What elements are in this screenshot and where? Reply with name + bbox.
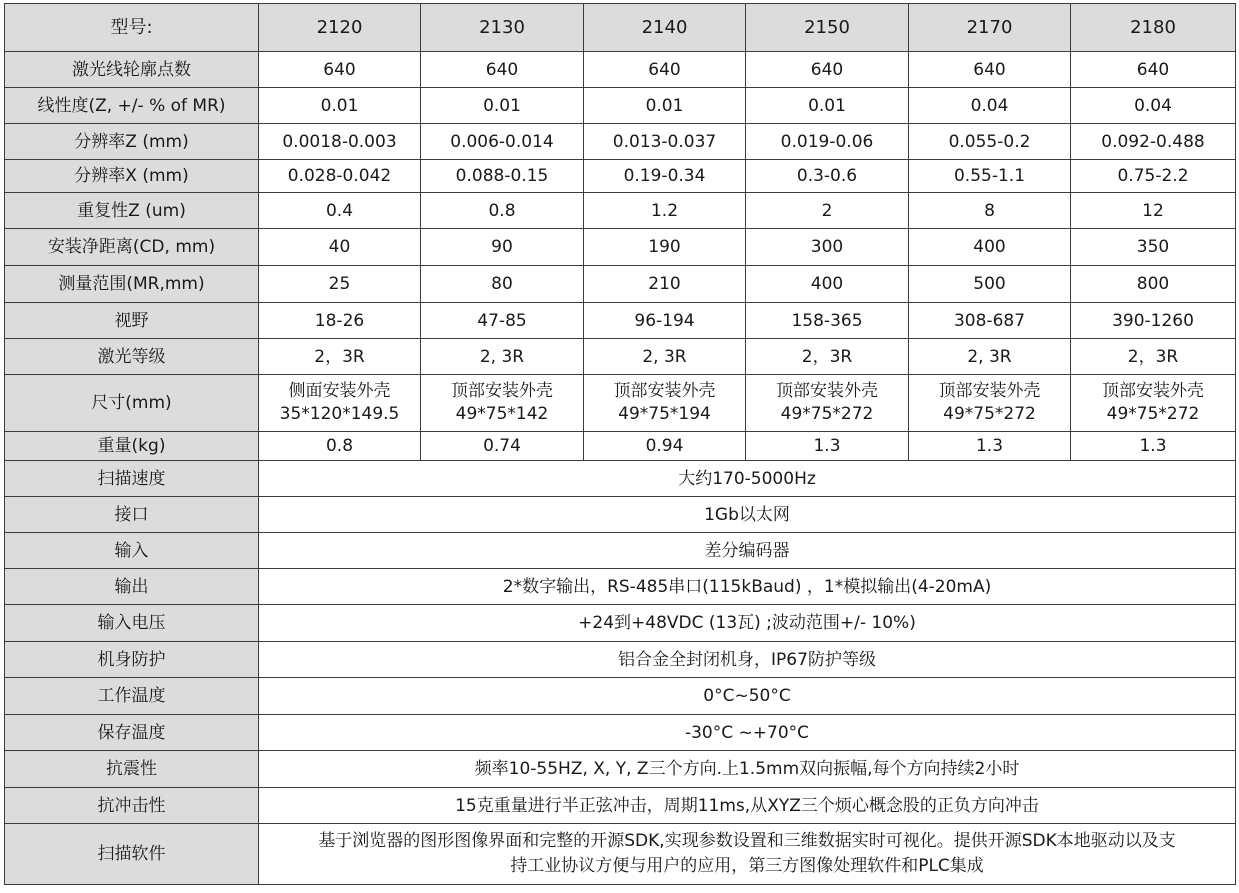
value-cell: 0.75-2.2 <box>1071 160 1236 193</box>
value-cell: 0.019-0.06 <box>746 124 909 160</box>
spec-row-interface <box>5 497 1236 533</box>
row-label: 尺寸(mm) <box>5 375 259 432</box>
value-cell: 1.3 <box>1071 432 1236 461</box>
value-cell: 0.01 <box>421 88 584 124</box>
value-cell: 350 <box>1071 229 1236 266</box>
model-cell: 2180 <box>1071 4 1236 52</box>
value-cell: 0.55-1.1 <box>909 160 1071 193</box>
value-cell: 0.8 <box>259 432 421 461</box>
spec-row-shock-resistance <box>5 788 1236 824</box>
value-cell <box>909 375 1071 432</box>
spec-row-operating-temperature <box>5 678 1236 715</box>
row-label: 激光等级 <box>5 339 259 375</box>
value-cell: 96-194 <box>584 303 746 339</box>
housing-type: 顶部安装外壳 <box>1102 381 1204 401</box>
value-cell: 0.0018-0.003 <box>259 124 421 160</box>
shared-value-cell: 铝合金全封闭机身，IP67防护等级 <box>259 642 1236 678</box>
spec-row-resolution-x <box>5 160 1236 193</box>
value-cell: 158-365 <box>746 303 909 339</box>
value-cell: 0.006-0.014 <box>421 124 584 160</box>
value-cell: 0.74 <box>421 432 584 461</box>
value-cell: 0.19-0.34 <box>584 160 746 193</box>
value-cell: 0.01 <box>259 88 421 124</box>
model-cell: 2150 <box>746 4 909 52</box>
value-cell: 800 <box>1071 266 1236 303</box>
housing-size: 35*120*149.5 <box>279 404 400 424</box>
value-cell: 0.3-0.6 <box>746 160 909 193</box>
spec-row-clearance-distance <box>5 229 1236 266</box>
value-cell: 0.04 <box>1071 88 1236 124</box>
housing-type: 顶部安装外壳 <box>776 381 878 401</box>
value-cell: 2, 3R <box>909 339 1071 375</box>
spec-row-scan-software <box>5 824 1236 885</box>
value-cell: 2，3R <box>1071 339 1236 375</box>
row-label: 分辨率X (mm) <box>5 160 259 193</box>
value-cell: 640 <box>259 52 421 88</box>
value-cell: 1.2 <box>584 193 746 229</box>
value-cell: 390-1260 <box>1071 303 1236 339</box>
value-cell: 400 <box>746 266 909 303</box>
row-label: 输出 <box>5 569 259 605</box>
housing-size: 49*75*272 <box>780 404 874 424</box>
spec-row-scan-speed <box>5 461 1236 497</box>
shared-value-cell: 1Gb以太网 <box>259 497 1236 533</box>
spec-row-repeatability <box>5 193 1236 229</box>
row-label: 输入 <box>5 533 259 569</box>
spec-row-profile-points <box>5 52 1236 88</box>
value-cell: 2，3R <box>259 339 421 375</box>
shared-value-cell: 频率10-55HZ, X, Y, Z三个方向.上1.5mm双向振幅,每个方向持续2小时 <box>259 751 1236 788</box>
row-label: 激光线轮廓点数 <box>5 52 259 88</box>
housing-size: 49*75*142 <box>455 404 549 424</box>
value-cell: 210 <box>584 266 746 303</box>
spec-row-input-voltage <box>5 605 1236 642</box>
value-cell: 12 <box>1071 193 1236 229</box>
housing-type: 顶部安装外壳 <box>451 381 553 401</box>
value-cell: 2 <box>746 193 909 229</box>
value-cell: 0.8 <box>421 193 584 229</box>
value-cell: 640 <box>909 52 1071 88</box>
value-cell: 0.028-0.042 <box>259 160 421 193</box>
spec-row-field-of-view <box>5 303 1236 339</box>
housing-type: 顶部安装外壳 <box>613 381 716 401</box>
shared-value-cell <box>259 824 1236 885</box>
value-cell: 0.01 <box>584 88 746 124</box>
value-cell: 0.013-0.037 <box>584 124 746 160</box>
value-cell: 400 <box>909 229 1071 266</box>
model-cell: 2120 <box>259 4 421 52</box>
model-cell: 2130 <box>421 4 584 52</box>
header-row <box>5 4 1236 52</box>
header-label: 型号: <box>5 4 259 52</box>
value-cell: 640 <box>421 52 584 88</box>
value-cell: 300 <box>746 229 909 266</box>
value-cell: 2, 3R <box>421 339 584 375</box>
value-cell: 190 <box>584 229 746 266</box>
row-label: 安装净距离(CD, mm) <box>5 229 259 266</box>
value-cell: 2，3R <box>746 339 909 375</box>
spec-row-weight <box>5 432 1236 461</box>
row-label: 保存温度 <box>5 715 259 751</box>
value-cell: 500 <box>909 266 1071 303</box>
value-cell: 640 <box>584 52 746 88</box>
shared-value-cell: 15克重量进行半正弦冲击，周期11ms,从XYZ三个烦心概念股的正负方向冲击 <box>259 788 1236 824</box>
row-label: 重量(kg) <box>5 432 259 461</box>
shared-value-cell: -30°C ~+70°C <box>259 715 1236 751</box>
shared-value-cell: 0°C~50°C <box>259 678 1236 715</box>
spec-row-storage-temperature <box>5 715 1236 751</box>
value-cell: 90 <box>421 229 584 266</box>
spec-table <box>4 3 1236 885</box>
spec-row-measurement-range <box>5 266 1236 303</box>
housing-type: 顶部安装外壳 <box>938 381 1041 401</box>
row-label: 分辨率Z (mm) <box>5 124 259 160</box>
row-label: 测量范围(MR,mm) <box>5 266 259 303</box>
row-label: 机身防护 <box>5 642 259 678</box>
value-cell: 308-687 <box>909 303 1071 339</box>
spec-row-vibration-resistance <box>5 751 1236 788</box>
spec-row-linearity <box>5 88 1236 124</box>
value-cell: 0.04 <box>909 88 1071 124</box>
value-cell <box>259 375 421 432</box>
spec-row-body-protection <box>5 642 1236 678</box>
value-cell: 80 <box>421 266 584 303</box>
value-cell <box>584 375 746 432</box>
software-description-line: 持工业协议方便与用户的应用，第三方图像处理软件和PLC集成 <box>510 856 984 876</box>
value-cell <box>421 375 584 432</box>
shared-value-cell: 2*数字输出，RS-485串口(115kBaud) ，1*模拟输出(4-20mA) <box>259 569 1236 605</box>
value-cell: 0.01 <box>746 88 909 124</box>
value-cell: 0.055-0.2 <box>909 124 1071 160</box>
spec-table-body <box>5 4 1236 885</box>
housing-size: 49*75*272 <box>1106 404 1200 424</box>
model-cell: 2140 <box>584 4 746 52</box>
spec-row-resolution-z <box>5 124 1236 160</box>
value-cell: 640 <box>746 52 909 88</box>
software-description-line: 基于浏览器的图形图像界面和完整的开源SDK,实现参数设置和三维数据实时可视化。提供开源SDK本地驱动以及支 <box>318 831 1176 851</box>
value-cell <box>1071 375 1236 432</box>
value-cell: 1.3 <box>746 432 909 461</box>
shared-value-cell: +24到+48VDC (13瓦) ;波动范围+/- 10%) <box>259 605 1236 642</box>
row-label: 重复性Z (um) <box>5 193 259 229</box>
value-cell: 18-26 <box>259 303 421 339</box>
row-label: 扫描速度 <box>5 461 259 497</box>
row-label: 抗冲击性 <box>5 788 259 824</box>
shared-value-cell: 大约170-5000Hz <box>259 461 1236 497</box>
housing-type: 侧面安装外壳 <box>288 381 391 401</box>
row-label: 输入电压 <box>5 605 259 642</box>
row-label: 工作温度 <box>5 678 259 715</box>
value-cell <box>746 375 909 432</box>
row-label: 视野 <box>5 303 259 339</box>
value-cell: 640 <box>1071 52 1236 88</box>
spec-row-input <box>5 533 1236 569</box>
spec-row-laser-class <box>5 339 1236 375</box>
model-cell: 2170 <box>909 4 1071 52</box>
value-cell: 0.94 <box>584 432 746 461</box>
row-label: 抗震性 <box>5 751 259 788</box>
value-cell: 0.092-0.488 <box>1071 124 1236 160</box>
value-cell: 0.4 <box>259 193 421 229</box>
shared-value-cell: 差分编码器 <box>259 533 1236 569</box>
spec-row-output <box>5 569 1236 605</box>
value-cell: 40 <box>259 229 421 266</box>
value-cell: 2, 3R <box>584 339 746 375</box>
value-cell: 0.088-0.15 <box>421 160 584 193</box>
housing-size: 49*75*272 <box>943 404 1036 424</box>
value-cell: 47-85 <box>421 303 584 339</box>
row-label: 接口 <box>5 497 259 533</box>
spec-row-dimensions <box>5 375 1236 432</box>
housing-size: 49*75*194 <box>618 404 711 424</box>
value-cell: 1.3 <box>909 432 1071 461</box>
value-cell: 25 <box>259 266 421 303</box>
value-cell: 8 <box>909 193 1071 229</box>
row-label: 扫描软件 <box>5 824 259 885</box>
row-label: 线性度(Z, +/- % of MR) <box>5 88 259 124</box>
